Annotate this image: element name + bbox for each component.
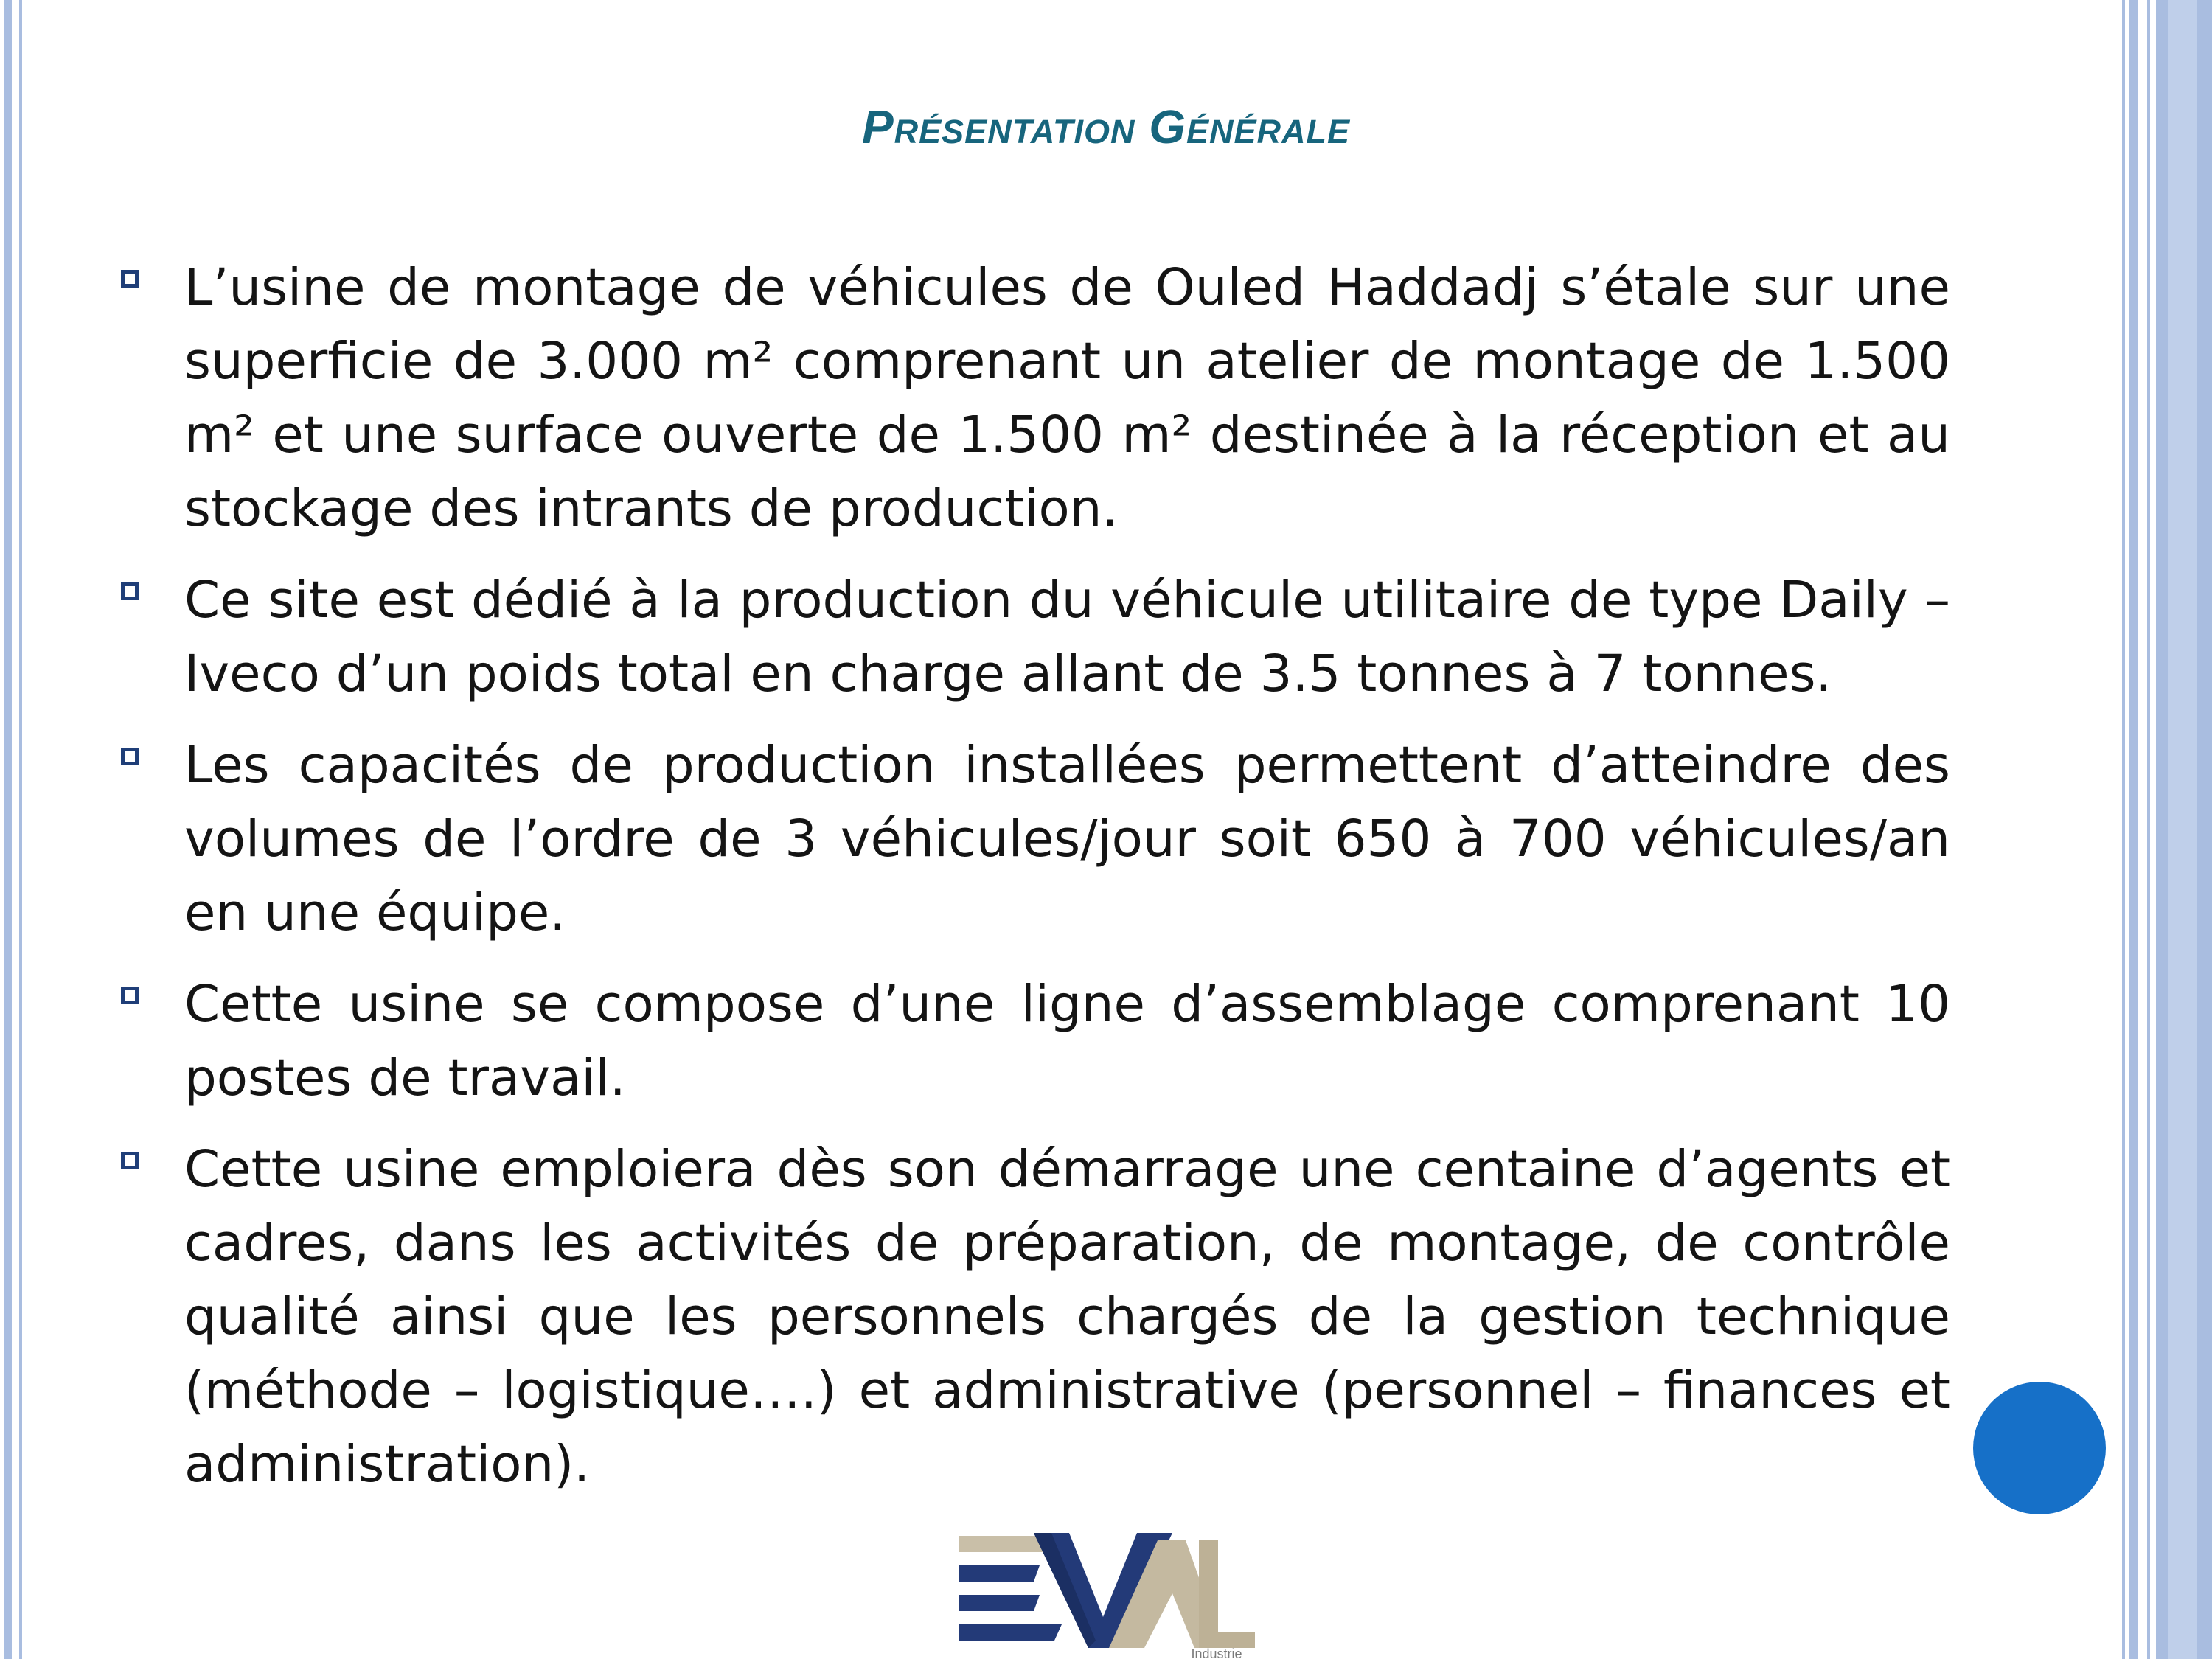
logo-caption: Industrie bbox=[1191, 1646, 1242, 1659]
frame-right-line bbox=[2147, 0, 2150, 1659]
bullet-list bbox=[111, 251, 1950, 1519]
frame-right-line bbox=[2122, 0, 2125, 1659]
bullet-item bbox=[111, 563, 1950, 711]
bullet-item bbox=[111, 728, 1950, 950]
slide-title: Présentation Générale bbox=[861, 100, 1351, 153]
frame-right-line bbox=[2129, 0, 2138, 1659]
frame-left-border-inner bbox=[19, 0, 22, 1659]
frame-right-bar-inner bbox=[2168, 0, 2197, 1659]
bullet-text: L’usine de montage de véhicules de Ouled Haddadj s’étale sur une superficie de 3.000 m² comprenant un atelier de montage de 1.500 m² et une surface ouverte de 1.500 m² destinée à la réception et au stockage des intrants de production. bbox=[184, 258, 1950, 538]
bullet-text: Cette usine se compose d’une ligne d’assemblage comprenant 10 postes de travail. bbox=[184, 975, 1950, 1107]
bullet-item bbox=[111, 1133, 1950, 1501]
square-bullet-icon bbox=[121, 987, 139, 1004]
frame-left-border bbox=[4, 0, 12, 1659]
square-bullet-icon bbox=[121, 748, 139, 765]
bullet-item bbox=[111, 967, 1950, 1115]
bullet-text: Cette usine emploiera dès son démarrage une centaine d’agents et cadres, dans les activités de préparation, de montage, de contrôle qualité ainsi que les personnels chargés de la gestion technique (méthode – logistique….) et administrative (personnel – finances et administration). bbox=[184, 1140, 1950, 1494]
bullet-text: Ce site est dédié à la production du véhicule utilitaire de type Daily – Iveco d’un poids total en charge allant de 3.5 tonnes à 7 tonnes. bbox=[184, 571, 1950, 703]
bullet-item bbox=[111, 251, 1950, 546]
bullet-text: Les capacités de production installées permettent d’atteindre des volumes de l’ordre de 3 véhicules/jour soit 650 à 700 véhicules/an en une équipe. bbox=[184, 736, 1950, 942]
decorative-circle bbox=[1973, 1382, 2106, 1514]
square-bullet-icon bbox=[121, 1152, 139, 1169]
square-bullet-icon bbox=[121, 582, 139, 600]
eval-industrie-logo bbox=[951, 1523, 1261, 1659]
square-bullet-icon bbox=[121, 270, 139, 288]
